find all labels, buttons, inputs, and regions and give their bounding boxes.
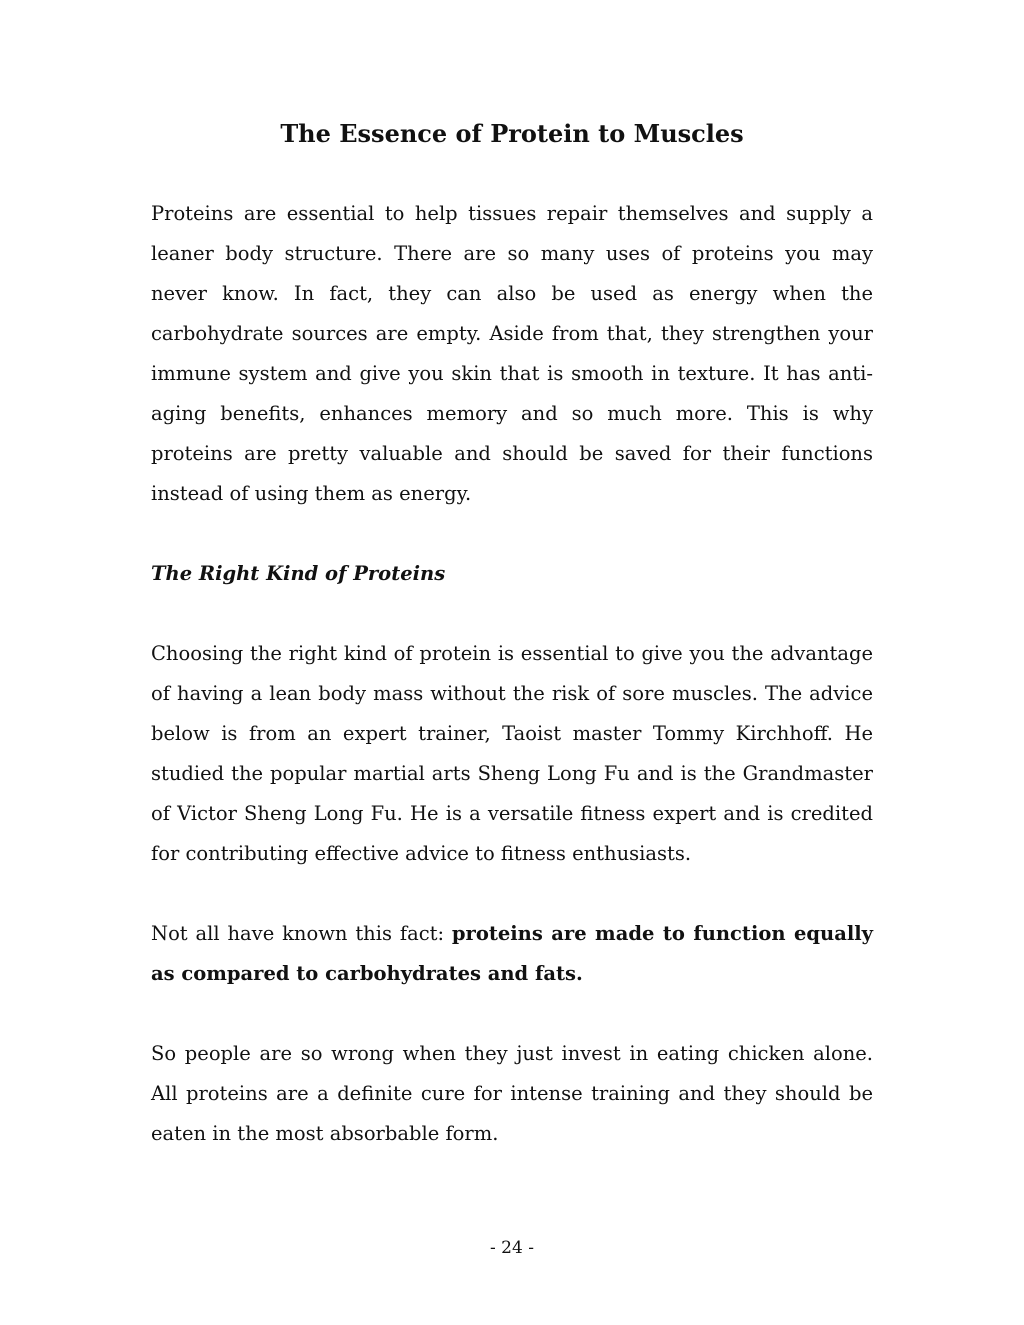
page-number: - 24 - — [490, 1238, 534, 1258]
paragraph-chicken: So people are so wrong when they just invest in eating chicken alone. All proteins are a definite cure for intense training and they should be eaten in the most absorbable form. — [151, 1042, 873, 1145]
paragraph-spacer — [151, 514, 873, 554]
paragraph-spacer — [151, 594, 873, 634]
paragraph-spacer — [151, 994, 873, 1034]
section-heading: The Right Kind of Proteins — [151, 562, 446, 585]
paragraph-right-protein: Choosing the right kind of protein is essential to give you the advantage of having a lean body mass without the risk of sore muscles. The advice below is from an expert trainer, Taoist master Tommy Kirchhoff. He studied the popular martial arts Sheng Long Fu and is the Grandmaster of Victor Sheng Long Fu. He is a versatile fitness expert and is credited for contributing effective advice to fitness enthusiasts. — [151, 642, 873, 865]
paragraph-protein-uses: Proteins are essential to help tissues repair themselves and supply a leaner body structure. There are so many uses of proteins you may never know. In fact, they can also be used as energy when the carbohydrate sources are empty. Aside from that, they strengthen your immune system and give you skin that is smooth in texture. It has anti-aging benefits, enhances memory and so much more. This is why proteins are pretty valuable and should be saved for their functions instead of using them as energy. — [151, 202, 873, 505]
fact-bold-text: proteins are made to function equally as compared to carbohydrates and fats. — [151, 922, 873, 985]
page-title: The Essence of Protein to Muscles — [280, 119, 744, 148]
paragraph-fact — [151, 914, 873, 994]
fact-intro-text: Not all have known this fact: — [151, 922, 452, 945]
paragraph-spacer — [151, 874, 873, 914]
document-body — [151, 194, 873, 1154]
